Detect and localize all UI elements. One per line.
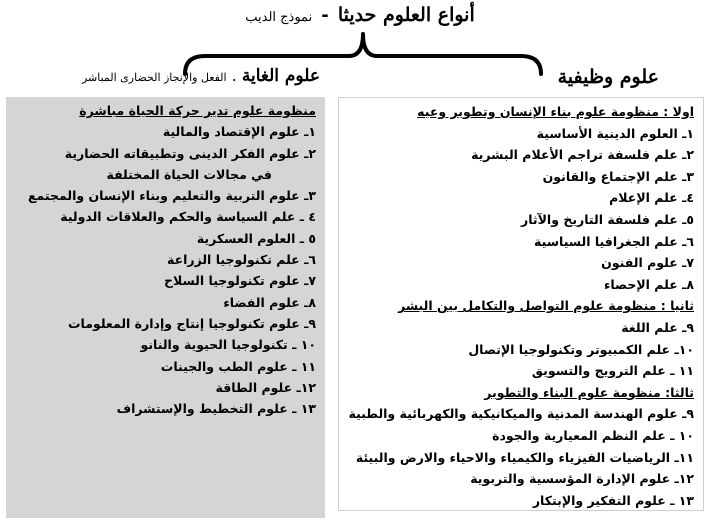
title-subtitle: نموذج الديب <box>245 10 313 25</box>
purpose-list-item: ٦ـ علم تكنولوجيا الزراعة <box>166 252 316 268</box>
purpose-section-heading: منظومة علوم تدير حركة الحياة مباشرة <box>79 103 316 118</box>
purpose-list-item: ٨ـ علوم الفضاء <box>223 294 316 310</box>
functional-list-item: ٥ـ علم فلسفة التاريخ والآثار <box>521 211 694 227</box>
diagram-title <box>180 4 540 26</box>
purpose-list-item: ١٢ـ علوم الطاقة <box>215 379 316 395</box>
functional-section-heading: ثالثا: منظومة علوم البناء والتطوير <box>484 384 694 400</box>
functional-list-item: ٧ـ علوم الفنون <box>601 255 694 271</box>
functional-list-item: ٦ـ علم الجغرافيا السياسية <box>534 233 694 249</box>
purpose-list-item: ٧ـ علوم تكنولوجيا السلاح <box>163 273 316 289</box>
functional-list-item: ٩ـ علم اللغة <box>621 319 694 335</box>
purpose-heading-main: علوم الغاية <box>241 66 320 86</box>
functional-list-item: ٨ـ علم الإحصاء <box>603 276 694 292</box>
functional-list-item: ١٣ ـ علوم التفكير والإبتكار <box>532 492 694 508</box>
purpose-sciences-panel <box>6 97 325 518</box>
functional-sciences-panel <box>338 97 704 511</box>
functional-list-item: ١ـ العلوم الدينية الأساسية <box>536 125 694 141</box>
purpose-list-item: ٣ـ علوم التربية والتعليم وبناء الإنسان والمجتمع <box>28 188 316 204</box>
functional-list-item: ٣ـ علم الإجتماع والقانون <box>542 168 694 184</box>
functional-list-item: ١١ـ الرياضيات الفيزياء والكيمياء والاحياء والارض والبيئة <box>355 449 694 465</box>
functional-section-heading: اولا : منظومة علوم بناء الإنسان وتطوير وعيه <box>417 104 694 119</box>
title-separator: - <box>321 5 329 26</box>
functional-list-item: ١١ ـ علم الترويج والتسويق <box>531 363 694 379</box>
purpose-list-item-continuation: في مجالات الحياة المختلفة <box>106 166 272 182</box>
functional-sciences-heading: علوم وظيفية <box>557 66 659 88</box>
purpose-list-item: ٤ ـ علم السياسة والحكم والعلاقات الدولية <box>60 209 316 225</box>
functional-list-item: ٤ـ علم الإعلام <box>609 190 694 206</box>
purpose-list-item: ١٣ ـ علوم التخطيط والإستشراف <box>116 401 316 417</box>
purpose-heading-separator: . <box>231 66 237 85</box>
functional-list-item: ١٠ ـ علم النظم المعيارية والجودة <box>492 427 694 443</box>
purpose-list-item: ٥ ـ العلوم العسكرية <box>196 230 316 246</box>
functional-list-item: ٢ـ علم فلسفة تراجم الأعلام البشرية <box>471 147 694 163</box>
title-main: أنواع العلوم حديثا <box>337 4 475 26</box>
functional-list-item: ١٢ـ علوم الإدارة المؤسسية والتربوية <box>470 471 694 487</box>
purpose-list-item: ١ـ علوم الإقتصاد والمالية <box>162 124 316 140</box>
purpose-list-item: ٩ـ علوم تكنولوجيا إنتاج وإدارة المعلومات <box>67 315 316 331</box>
purpose-list-item: ٢ـ علوم الفكر الدينى وتطبيقاته الحضارية <box>64 145 316 161</box>
purpose-sciences-heading <box>20 66 320 86</box>
purpose-list-item: ١١ ـ علوم الطب والجينات <box>160 358 316 374</box>
purpose-list-item: ١٠ ـ تكنولوجيا الحيوية والنانو <box>140 337 316 353</box>
functional-list-item: ١٠ـ علم الكمبيوتر وتكنولوجيا الإتصال <box>468 341 694 357</box>
functional-section-heading: ثانيا : منظومة علوم التواصل والتكامل بين البشر <box>398 298 694 314</box>
functional-list-item: ٩ـ علوم الهندسة المدنية والميكانيكية والكهربائية والطبية <box>348 406 694 422</box>
purpose-heading-sub: الفعل والإنجاز الحضارى المباشر <box>81 71 227 84</box>
